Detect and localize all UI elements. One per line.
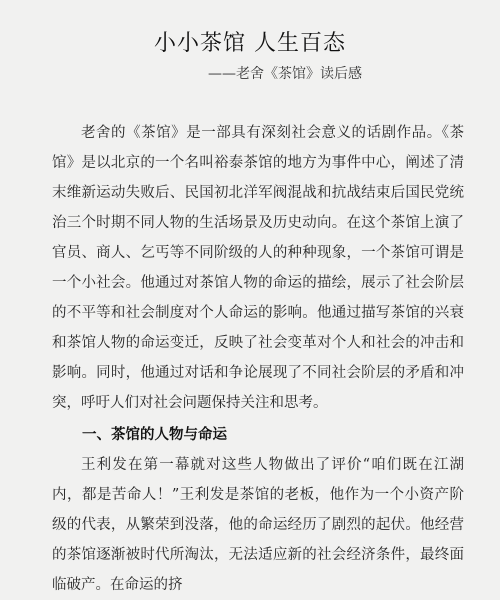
paragraph-wang-lifa: 王利发在第一幕就对这些人物做出了评价“咱们既在江湖内，都是苦命人！”王利发是茶馆的老板，他作为一个小资产阶级的代表，从繁荣到没落，他的命运经历了剧烈的起伏。他经营的茶馆逐渐被时代所淘汰，无法适应新的社会经济条件，最终面临破产。在命运的挤 xyxy=(52,457,464,593)
document-title: 小小茶馆 人生百态 xyxy=(154,31,346,56)
document-subtitle: ——老舍《茶馆》读后感 xyxy=(208,66,362,82)
paragraph-intro: 老舍的《茶馆》是一部具有深刻社会意义的话剧作品。《茶馆》是以北京的一个名叫裕泰茶馆的地方为事件中心，阐述了清末维新运动失败后、民国初北洋军阀混战和抗战结束后国民党统治三个时期不同人物的生活场景及历史动向。在这个茶馆上演了官员、商人、乞丐等不同阶级的人的种种现象，一个茶馆可谓是一个小社会。他通过对茶馆人物的命运的描绘，展示了社会阶层的不平等和社会制度对个人命运的影响。他通过描写茶馆的兴衰和茶馆人物的命运变迁，反映了社会变革对个人和社会的冲击和影响。同时，他通过对话和争论展现了不同社会阶层的矛盾和冲突，呼吁人们对社会问题保持关注和思考。 xyxy=(52,125,464,411)
document-body xyxy=(52,118,464,600)
section-heading: 一、茶馆的人物与命运 xyxy=(82,426,227,443)
